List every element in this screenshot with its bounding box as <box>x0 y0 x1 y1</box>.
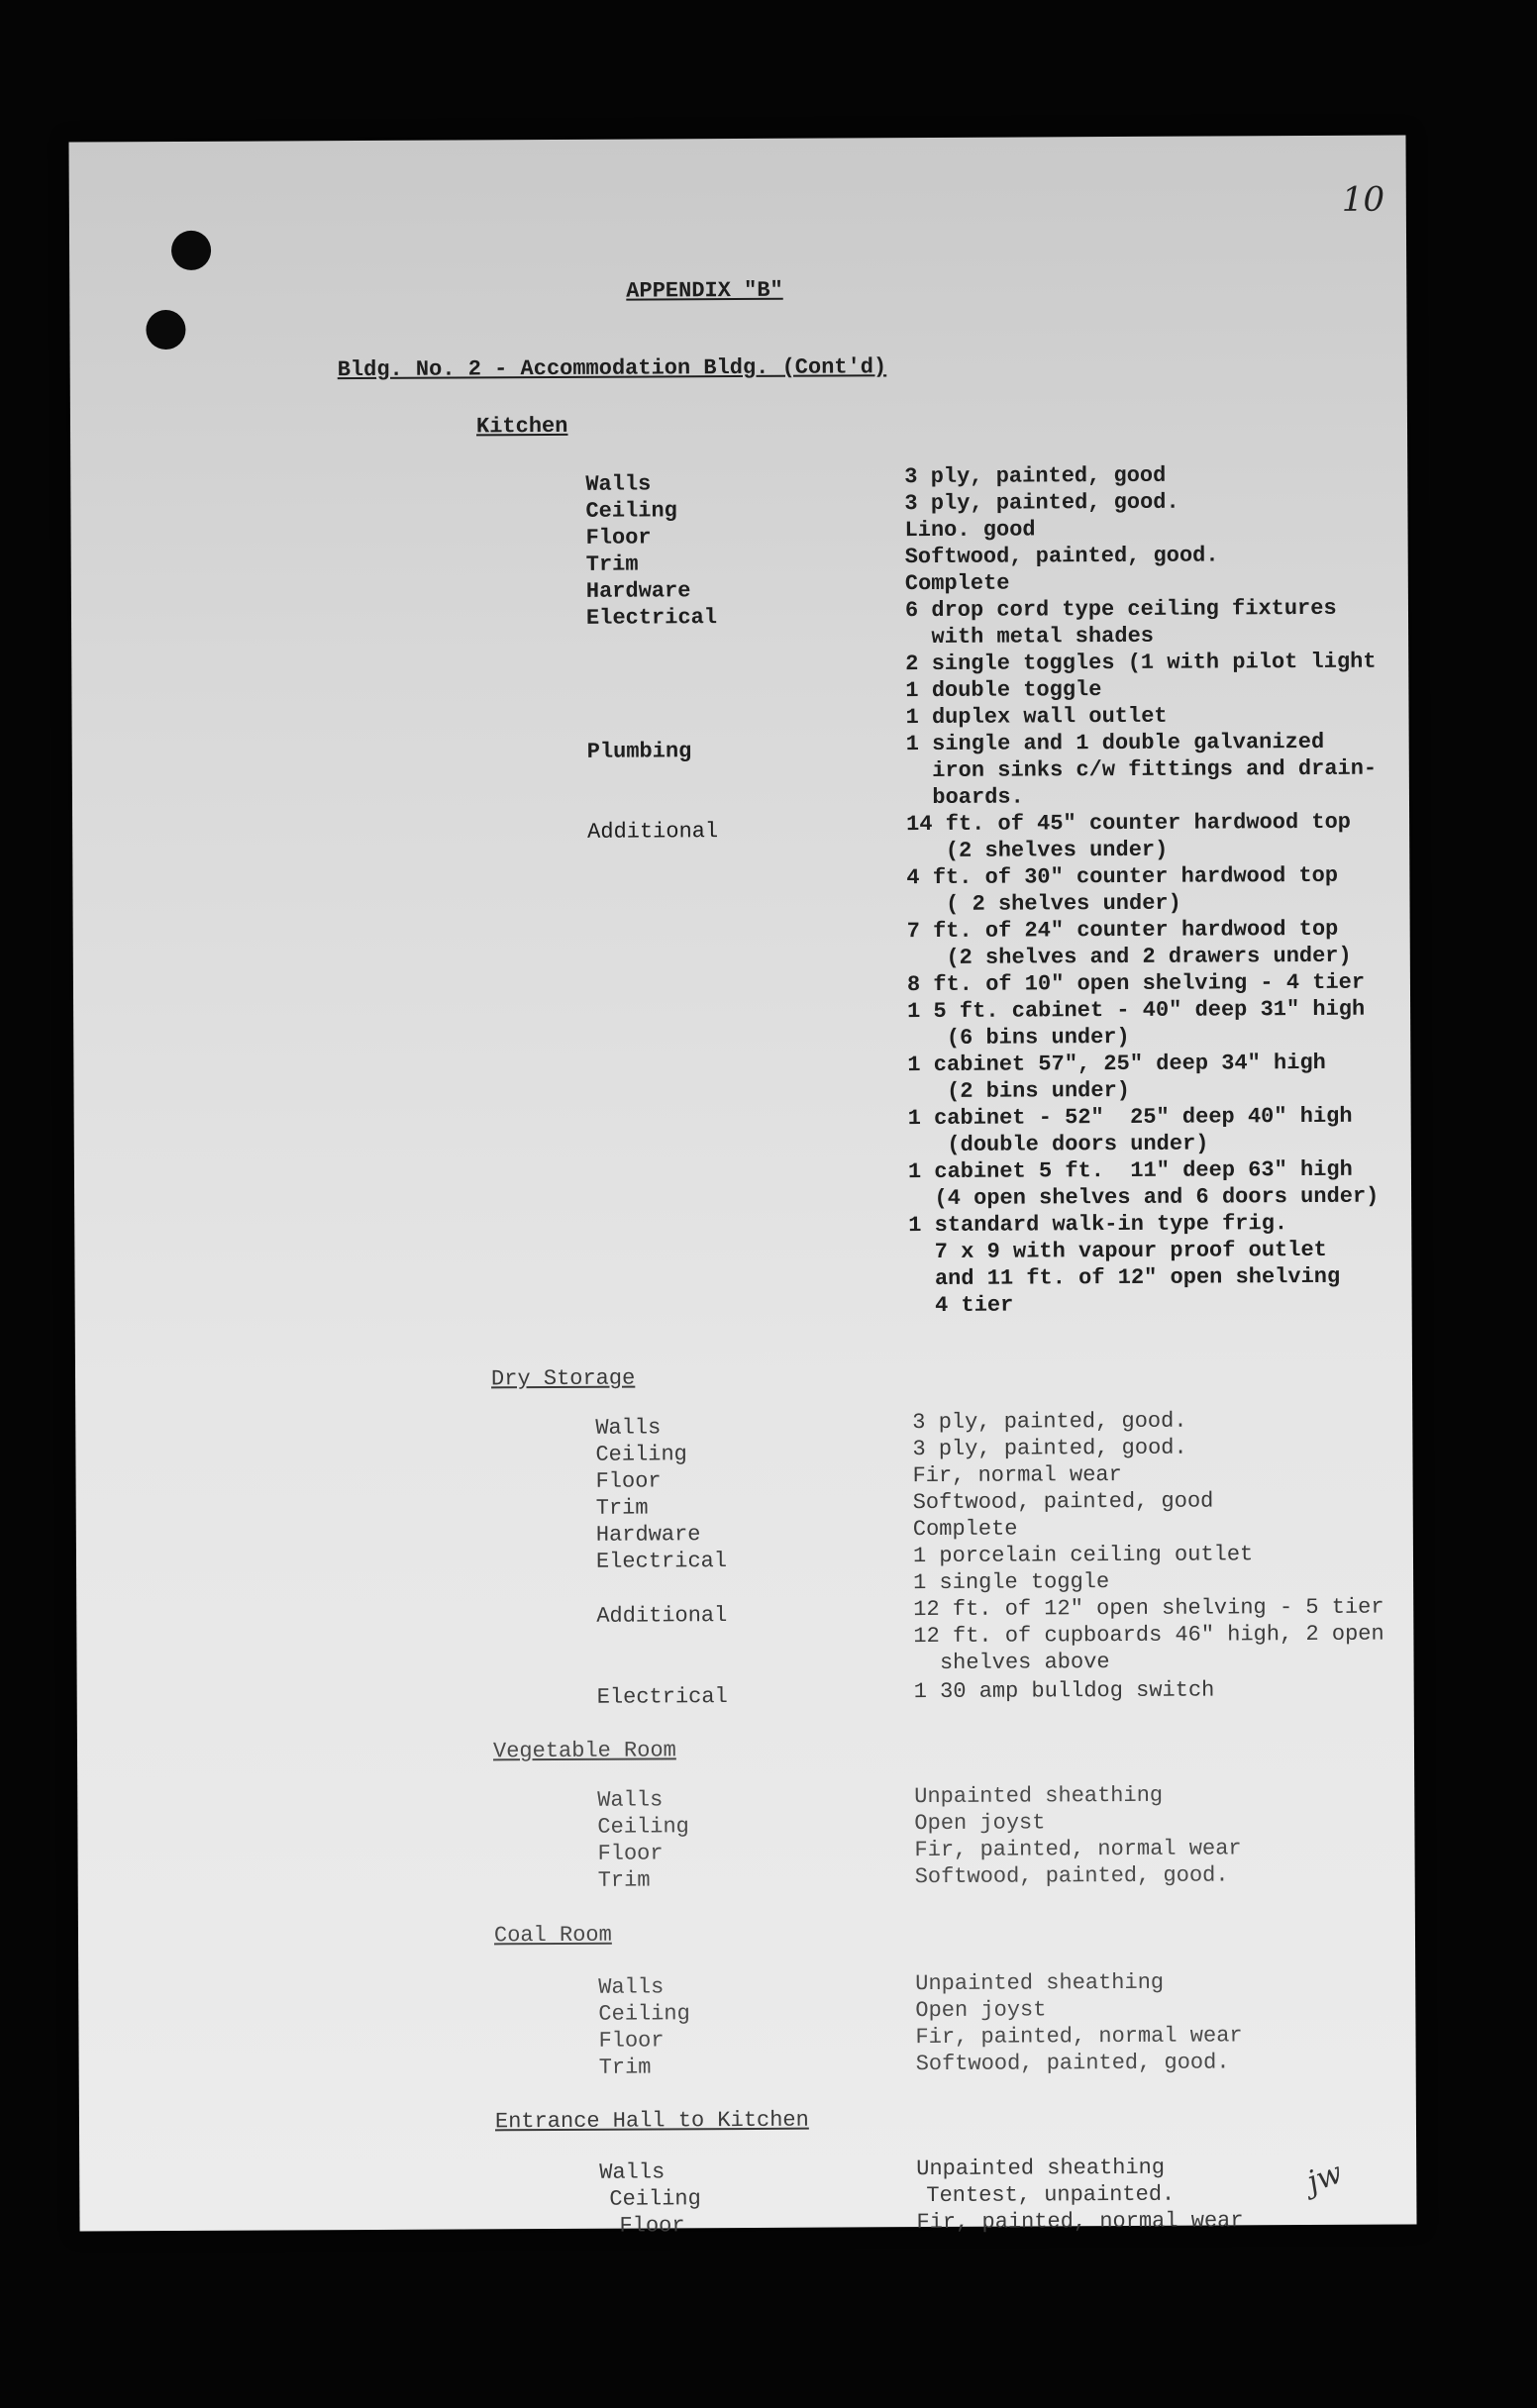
coal-floor-value: Fir, painted, normal wear <box>915 2023 1243 2051</box>
dry-additional-line: 12 ft. of cupboards 46" high, 2 open <box>913 1621 1384 1650</box>
coal-floor-label: Floor <box>598 2028 665 2054</box>
kitchen-walls-value: 3 ply, painted, good <box>904 462 1167 490</box>
hall-walls-value: Unpainted sheathing <box>916 2155 1166 2182</box>
kitchen-additional-line: (2 bins under) <box>907 1077 1131 1105</box>
kitchen-additional-line: (4 open shelves and 6 doors under) <box>908 1183 1380 1212</box>
kitchen-floor-label: Floor <box>585 525 652 551</box>
coal-ceiling-label: Ceiling <box>598 2001 690 2027</box>
kitchen-additional-line: ( 2 shelves under) <box>906 890 1181 918</box>
kitchen-additional-line: 8 ft. of 10" open shelving - 4 tier <box>906 969 1366 998</box>
veg-walls-value: Unpainted sheathing <box>914 1782 1164 1810</box>
kitchen-electrical-line: 6 drop cord type ceiling fixtures <box>904 595 1337 624</box>
dry-floor-label: Floor <box>595 1468 662 1494</box>
dry-additional-label: Additional <box>596 1603 728 1629</box>
kitchen-additional-line: 4 tier <box>908 1292 1014 1319</box>
dry-trim-value: Softwood, painted, good <box>912 1488 1214 1516</box>
coal-trim-value: Softwood, painted, good. <box>915 2050 1230 2077</box>
kitchen-electrical-label: Electrical <box>585 605 718 631</box>
dry-hardware-value: Complete <box>912 1516 1018 1543</box>
kitchen-additional-line: 1 cabinet - 52" 25" deep 40" high <box>907 1103 1353 1132</box>
kitchen-plumbing-line: 1 single and 1 double galvanized <box>905 729 1325 757</box>
dry-trim-label: Trim <box>595 1495 649 1521</box>
appendix-title: APPENDIX "B" <box>626 277 783 304</box>
kitchen-trim-value: Softwood, painted, good. <box>904 543 1219 570</box>
dry-electrical2-value: 1 30 amp bulldog switch <box>913 1677 1215 1705</box>
dry-electrical2-label: Electrical <box>596 1684 728 1710</box>
coal-ceiling-value: Open joyst <box>915 1997 1047 2024</box>
dry-storage-heading: Dry Storage <box>490 1365 636 1392</box>
kitchen-hardware-value: Complete <box>904 570 1010 597</box>
veg-floor-label: Floor <box>597 1841 664 1866</box>
kitchen-ceiling-value: 3 ply, painted, good. <box>904 489 1179 517</box>
handwritten-initials: jw <box>1302 2155 1348 2200</box>
coal-walls-value: Unpainted sheathing <box>915 1969 1165 1997</box>
dry-walls-label: Walls <box>595 1415 662 1441</box>
kitchen-walls-label: Walls <box>585 471 652 497</box>
kitchen-plumbing-line: iron sinks c/w fittings and drain- <box>905 755 1378 784</box>
kitchen-additional-line: 1 cabinet 57", 25" deep 34" high <box>907 1050 1326 1078</box>
dry-hardware-label: Hardware <box>595 1522 701 1548</box>
kitchen-hardware-label: Hardware <box>585 578 691 604</box>
kitchen-additional-label: Additional <box>587 819 719 845</box>
kitchen-additional-line: 1 cabinet 5 ft. 11" deep 63" high <box>907 1156 1353 1185</box>
hall-floor-value: Fir, painted, normal wear <box>916 2208 1244 2236</box>
punch-hole-bottom <box>146 310 185 350</box>
kitchen-heading: Kitchen <box>475 413 568 440</box>
kitchen-additional-line: 4 ft. of 30" counter hardwood top <box>906 862 1339 891</box>
kitchen-additional-line: 7 x 9 with vapour proof outlet <box>908 1237 1327 1265</box>
dry-ceiling-label: Ceiling <box>595 1442 687 1467</box>
kitchen-additional-line: 7 ft. of 24" counter hardwood top <box>906 916 1339 945</box>
dry-electrical-label: Electrical <box>595 1549 728 1574</box>
dry-additional-line: shelves above <box>913 1650 1110 1676</box>
kitchen-electrical-line: 2 single toggles (1 with pilot light <box>905 649 1377 677</box>
entrance-hall-heading: Entrance Hall to Kitchen <box>494 2107 809 2135</box>
dry-additional-line: 12 ft. of 12" open shelving - 5 tier <box>913 1594 1384 1623</box>
veg-trim-value: Softwood, painted, good. <box>914 1862 1229 1890</box>
kitchen-additional-line: 14 ft. of 45" counter hardwood top <box>906 809 1352 838</box>
coal-trim-label: Trim <box>598 2055 652 2080</box>
veg-ceiling-label: Ceiling <box>597 1814 689 1840</box>
kitchen-additional-line: (double doors under) <box>907 1131 1209 1158</box>
hall-walls-label: Walls <box>599 2159 666 2185</box>
hall-floor-label: Floor <box>619 2213 685 2239</box>
kitchen-plumbing-label: Plumbing <box>586 739 692 764</box>
kitchen-floor-value: Lino. good <box>904 517 1036 544</box>
kitchen-plumbing-line: boards. <box>905 784 1024 811</box>
dry-electrical-line: 1 porcelain ceiling outlet <box>912 1542 1254 1569</box>
kitchen-additional-line: (6 bins under) <box>907 1024 1130 1052</box>
kitchen-trim-label: Trim <box>585 552 639 577</box>
coal-walls-label: Walls <box>598 1974 665 2000</box>
punch-hole-top <box>171 231 211 270</box>
page-number: 10 <box>1341 179 1385 220</box>
kitchen-additional-line: and 11 ft. of 12" open shelving <box>908 1263 1341 1292</box>
kitchen-electrical-line: 1 duplex wall outlet <box>905 703 1168 731</box>
veg-trim-label: Trim <box>597 1867 651 1893</box>
kitchen-additional-line: (2 shelves and 2 drawers under) <box>906 943 1352 971</box>
veg-ceiling-value: Open joyst <box>914 1810 1046 1837</box>
kitchen-ceiling-label: Ceiling <box>585 498 677 524</box>
hall-ceiling-value: Tentest, unpainted. <box>926 2181 1176 2209</box>
kitchen-electrical-line: with metal shades <box>905 623 1155 651</box>
dry-electrical-line: 1 single toggle <box>913 1569 1110 1596</box>
kitchen-additional-line: (2 shelves under) <box>906 837 1169 864</box>
vegetable-room-heading: Vegetable Room <box>492 1738 676 1764</box>
building-heading: Bldg. No. 2 - Accommodation Bldg. (Cont'd) <box>337 354 887 383</box>
coal-room-heading: Coal Room <box>493 1922 612 1949</box>
veg-walls-label: Walls <box>597 1787 664 1813</box>
dry-floor-value: Fir, normal wear <box>912 1462 1122 1489</box>
veg-floor-value: Fir, painted, normal wear <box>914 1836 1242 1863</box>
dry-ceiling-value: 3 ply, painted, good. <box>912 1435 1187 1462</box>
kitchen-additional-line: 1 standard walk-in type frig. <box>908 1211 1288 1239</box>
kitchen-electrical-line: 1 double toggle <box>905 677 1102 704</box>
hall-ceiling-label: Ceiling <box>609 2186 701 2212</box>
kitchen-additional-line: 1 5 ft. cabinet - 40" deep 31" high <box>907 996 1366 1025</box>
dry-walls-value: 3 ply, painted, good. <box>912 1408 1187 1436</box>
document-page <box>68 135 1416 2239</box>
